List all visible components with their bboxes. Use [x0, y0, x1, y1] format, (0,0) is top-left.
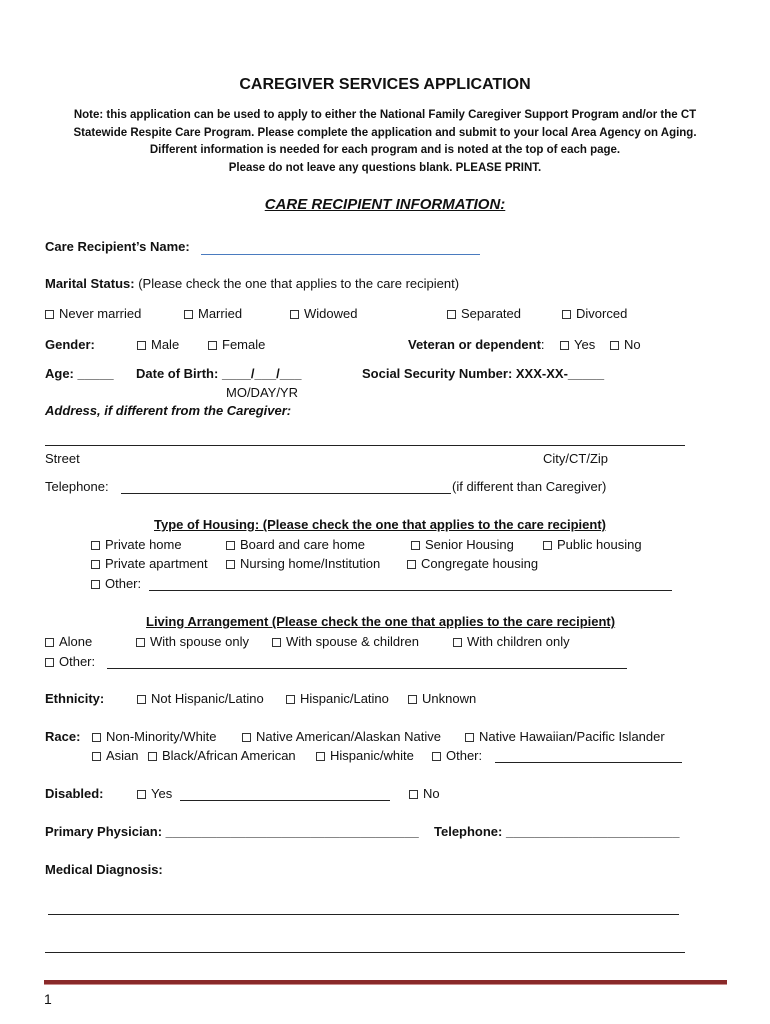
ethnicity-not-hispanic[interactable]: Not Hispanic/Latino	[137, 691, 264, 706]
living-other-field[interactable]	[107, 668, 627, 669]
marital-label: Marital Status:	[45, 276, 135, 291]
checkbox-icon	[226, 541, 235, 550]
checkbox-icon	[45, 638, 54, 647]
race-asian[interactable]: Asian	[92, 748, 139, 763]
instructions-note	[40, 107, 730, 177]
checkbox-icon	[137, 790, 146, 799]
veteran-label: Veteran or dependent:	[408, 337, 545, 352]
form-title: CAREGIVER SERVICES APPLICATION	[239, 76, 531, 93]
diagnosis-field-2[interactable]	[45, 952, 685, 953]
marital-never-married[interactable]: Never married	[45, 306, 141, 321]
marital-separated[interactable]: Separated	[447, 306, 521, 321]
ethnicity-unknown[interactable]: Unknown	[408, 691, 476, 706]
checkbox-icon	[136, 638, 145, 647]
housing-public[interactable]: Public housing	[543, 537, 642, 552]
checkbox-icon	[465, 733, 474, 742]
checkbox-icon	[411, 541, 420, 550]
checkbox-icon	[184, 310, 193, 319]
note-line-4: Please do not leave any questions blank. PLEASE PRINT.	[228, 161, 542, 174]
veteran-yes[interactable]: Yes	[560, 337, 595, 352]
ethnicity-hispanic[interactable]: Hispanic/Latino	[286, 691, 389, 706]
housing-nursing-home[interactable]: Nursing home/Institution	[226, 556, 380, 571]
checkbox-icon	[242, 733, 251, 742]
diagnosis-label: Medical Diagnosis:	[45, 862, 163, 877]
checkbox-icon	[286, 695, 295, 704]
telephone-suffix: (if different than Caregiver)	[452, 479, 607, 494]
dob-format: MO/DAY/YR	[226, 385, 298, 400]
marital-divorced[interactable]: Divorced	[562, 306, 627, 321]
address-field[interactable]	[45, 445, 685, 446]
checkbox-icon	[137, 341, 146, 350]
marital-hint: (Please check the one that applies to the care recipient)	[138, 276, 460, 291]
checkbox-icon	[272, 638, 281, 647]
checkbox-icon	[290, 310, 299, 319]
checkbox-icon	[408, 695, 417, 704]
housing-private-home[interactable]: Private home	[91, 537, 182, 552]
physician-label[interactable]: Primary Physician: ___________________________________	[45, 824, 419, 839]
footer-divider	[44, 980, 727, 985]
marital-status-row	[45, 276, 459, 291]
checkbox-icon	[91, 560, 100, 569]
living-alone[interactable]: Alone	[45, 634, 92, 649]
gender-label: Gender:	[45, 337, 95, 352]
veteran-no[interactable]: No	[610, 337, 641, 352]
living-title: Living Arrangement (Please check the one that applies to the care recipient)	[146, 614, 616, 629]
ethnicity-label: Ethnicity:	[45, 691, 105, 706]
checkbox-icon	[316, 752, 325, 761]
diagnosis-field-1[interactable]	[48, 914, 679, 915]
checkbox-icon	[148, 752, 157, 761]
note-line-2: Statewide Respite Care Program. Please complete the application and submit to your local Area Agency on Aging.	[73, 126, 697, 139]
section-title: CARE RECIPIENT INFORMATION:	[264, 196, 506, 213]
gender-male[interactable]: Male	[137, 337, 179, 352]
telephone-label: Telephone:	[45, 479, 109, 494]
dob-label[interactable]: Date of Birth: ____/___/___	[136, 366, 302, 381]
living-spouse-only[interactable]: With spouse only	[136, 634, 249, 649]
checkbox-icon	[560, 341, 569, 350]
race-pacific-islander[interactable]: Native Hawaiian/Pacific Islander	[465, 729, 665, 744]
note-line-3: Different information is needed for each program and is noted at the top of each page.	[149, 144, 621, 156]
checkbox-icon	[92, 752, 101, 761]
living-spouse-children[interactable]: With spouse & children	[272, 634, 419, 649]
disabled-label: Disabled:	[45, 786, 104, 801]
street-label: Street	[45, 451, 80, 466]
ssn-label[interactable]: Social Security Number: XXX-XX-_____	[362, 366, 605, 381]
housing-senior[interactable]: Senior Housing	[411, 537, 514, 552]
age-label[interactable]: Age: _____	[45, 366, 114, 381]
race-hispanic-white[interactable]: Hispanic/white	[316, 748, 414, 763]
race-white[interactable]: Non-Minority/White	[92, 729, 217, 744]
checkbox-icon	[208, 341, 217, 350]
housing-other[interactable]: Other:	[91, 576, 141, 591]
housing-title: Type of Housing: (Please check the one that applies to the care recipient)	[154, 517, 606, 532]
checkbox-icon	[137, 695, 146, 704]
address-label: Address, if different from the Caregiver:	[45, 403, 292, 418]
page-number: 1	[44, 991, 52, 1007]
race-black[interactable]: Black/African American	[148, 748, 296, 763]
housing-other-field[interactable]	[149, 590, 672, 591]
checkbox-icon	[432, 752, 441, 761]
city-label: City/CT/Zip	[543, 451, 608, 466]
disabled-yes-field[interactable]	[180, 800, 390, 801]
checkbox-icon	[91, 580, 100, 589]
marital-married[interactable]: Married	[184, 306, 242, 321]
checkbox-icon	[45, 310, 54, 319]
checkbox-icon	[45, 658, 54, 667]
race-other[interactable]: Other:	[432, 748, 482, 763]
housing-board-care[interactable]: Board and care home	[226, 537, 365, 552]
checkbox-icon	[409, 790, 418, 799]
checkbox-icon	[226, 560, 235, 569]
telephone-field[interactable]	[121, 493, 451, 494]
checkbox-icon	[447, 310, 456, 319]
checkbox-icon	[91, 541, 100, 550]
disabled-no[interactable]: No	[409, 786, 440, 801]
checkbox-icon	[407, 560, 416, 569]
checkbox-icon	[92, 733, 101, 742]
note-line-1: Note: this application can be used to apply to either the National Family Caregiver Support Program and/or the CT	[73, 109, 697, 121]
checkbox-icon	[610, 341, 619, 350]
housing-private-apartment[interactable]: Private apartment	[91, 556, 208, 571]
living-other[interactable]: Other:	[45, 654, 95, 669]
race-label: Race:	[45, 729, 81, 744]
disabled-yes[interactable]: Yes	[137, 786, 172, 801]
housing-congregate[interactable]: Congregate housing	[407, 556, 538, 571]
physician-phone-label[interactable]: Telephone: ________________________	[434, 824, 680, 839]
checkbox-icon	[453, 638, 462, 647]
checkbox-icon	[543, 541, 552, 550]
living-children-only[interactable]: With children only	[453, 634, 570, 649]
marital-widowed[interactable]: Widowed	[290, 306, 357, 321]
race-native-american[interactable]: Native American/Alaskan Native	[242, 729, 441, 744]
race-other-field[interactable]	[495, 762, 682, 763]
checkbox-icon	[562, 310, 571, 319]
gender-female[interactable]: Female	[208, 337, 265, 352]
name-label: Care Recipient’s Name:	[45, 239, 190, 254]
name-field[interactable]	[201, 254, 480, 255]
